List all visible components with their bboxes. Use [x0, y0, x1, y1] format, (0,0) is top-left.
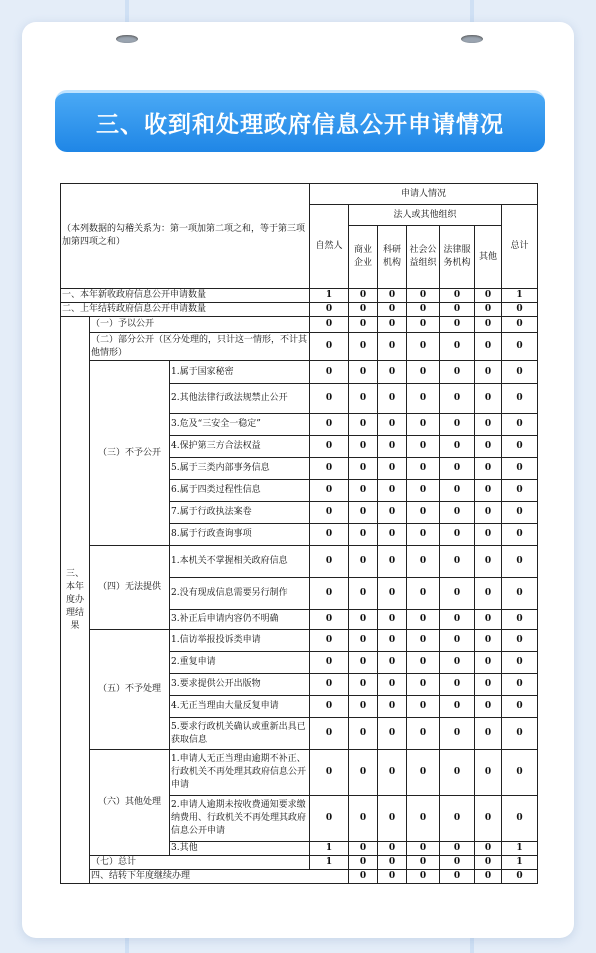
value-cell: 0 — [310, 750, 349, 796]
value-cell: 0 — [502, 303, 538, 317]
value-cell: 0 — [378, 458, 407, 480]
group-label: （六）其他处理 — [90, 750, 170, 856]
value-cell: 0 — [475, 524, 502, 546]
value-cell: 0 — [349, 289, 378, 303]
value-cell: 0 — [349, 458, 378, 480]
value-cell: 0 — [407, 303, 440, 317]
group-label: （三）不予公开 — [90, 361, 170, 546]
value-cell: 0 — [502, 414, 538, 436]
value-cell: 0 — [440, 458, 475, 480]
value-cell: 0 — [502, 630, 538, 652]
value-cell: 0 — [502, 578, 538, 610]
row-label: 1.申请人无正当理由逾期不补正、行政机关不再处理其政府信息公开申请 — [170, 750, 310, 796]
value-cell: 0 — [378, 436, 407, 458]
value-cell: 0 — [502, 524, 538, 546]
value-cell: 0 — [407, 652, 440, 674]
value-cell: 0 — [378, 842, 407, 856]
value-cell: 0 — [407, 718, 440, 750]
header-other: 其他 — [475, 226, 502, 289]
value-cell: 1 — [502, 289, 538, 303]
value-cell: 0 — [310, 384, 349, 414]
value-cell: 0 — [349, 414, 378, 436]
value-cell: 0 — [378, 333, 407, 361]
value-cell: 0 — [440, 317, 475, 333]
value-cell: 0 — [475, 630, 502, 652]
value-cell: 0 — [502, 696, 538, 718]
value-cell: 0 — [378, 750, 407, 796]
table-row — [61, 333, 538, 361]
value-cell: 0 — [475, 578, 502, 610]
value-cell: 0 — [407, 361, 440, 384]
row-label: 2.其他法律行政法规禁止公开 — [170, 384, 310, 414]
value-cell: 0 — [475, 303, 502, 317]
value-cell: 0 — [440, 578, 475, 610]
value-cell: 0 — [440, 652, 475, 674]
value-cell: 0 — [475, 750, 502, 796]
group-label: （五）不予处理 — [90, 630, 170, 750]
value-cell: 0 — [349, 630, 378, 652]
value-cell: 0 — [502, 436, 538, 458]
row-label: 2.重复申请 — [170, 652, 310, 674]
row-label: 4.无正当理由大量反复申请 — [170, 696, 310, 718]
table-row — [61, 630, 538, 652]
row-label: 7.属于行政执法案卷 — [170, 502, 310, 524]
value-cell: 0 — [349, 361, 378, 384]
value-cell: 0 — [310, 610, 349, 630]
value-cell: 0 — [349, 842, 378, 856]
value-cell: 0 — [349, 546, 378, 578]
value-cell: 0 — [378, 414, 407, 436]
value-cell: 0 — [440, 870, 475, 884]
header-natural-person: 自然人 — [310, 205, 349, 289]
value-cell: 0 — [502, 317, 538, 333]
value-cell: 0 — [502, 718, 538, 750]
row-label: 8.属于行政查询事项 — [170, 524, 310, 546]
value-cell: 0 — [378, 630, 407, 652]
table-row — [61, 361, 538, 384]
value-cell: 0 — [475, 610, 502, 630]
value-cell: 0 — [349, 317, 378, 333]
value-cell: 0 — [310, 652, 349, 674]
value-cell: 0 — [310, 317, 349, 333]
value-cell: 0 — [310, 436, 349, 458]
value-cell: 0 — [378, 578, 407, 610]
value-cell: 0 — [349, 333, 378, 361]
value-cell: 0 — [378, 524, 407, 546]
value-cell: 0 — [407, 458, 440, 480]
hanger-bottom-right — [470, 938, 474, 953]
value-cell: 0 — [349, 870, 378, 884]
value-cell: 0 — [407, 480, 440, 502]
row-label: 3.要求提供公开出版物 — [170, 674, 310, 696]
value-cell: 0 — [407, 317, 440, 333]
value-cell: 0 — [475, 414, 502, 436]
value-cell: 0 — [349, 696, 378, 718]
row-label: （一）予以公开 — [90, 317, 310, 333]
header-total: 总计 — [502, 205, 538, 289]
value-cell: 0 — [378, 384, 407, 414]
value-cell: 0 — [378, 303, 407, 317]
section-three-label: 三、本年度办理结果 — [61, 317, 90, 884]
value-cell: 0 — [475, 458, 502, 480]
value-cell: 0 — [378, 718, 407, 750]
table-row — [61, 289, 538, 303]
value-cell: 0 — [310, 458, 349, 480]
table-row — [61, 870, 538, 884]
value-cell: 1 — [310, 856, 349, 870]
value-cell: 0 — [440, 718, 475, 750]
value-cell: 0 — [349, 610, 378, 630]
row-label: 1.属于国家秘密 — [170, 361, 310, 384]
header-legal-entity: 法人或其他组织 — [349, 205, 502, 226]
value-cell: 0 — [475, 502, 502, 524]
value-cell: 0 — [310, 414, 349, 436]
row-label: 6.属于四类过程性信息 — [170, 480, 310, 502]
value-cell: 0 — [502, 652, 538, 674]
value-cell: 0 — [440, 856, 475, 870]
value-cell: 0 — [440, 384, 475, 414]
table-row — [61, 317, 538, 333]
value-cell: 0 — [502, 480, 538, 502]
row-label: 四、结转下年度继续办理 — [90, 870, 349, 884]
value-cell: 0 — [349, 718, 378, 750]
table-row — [61, 303, 538, 317]
value-cell: 0 — [310, 674, 349, 696]
value-cell: 0 — [407, 796, 440, 842]
value-cell: 0 — [349, 652, 378, 674]
value-cell: 0 — [349, 384, 378, 414]
value-cell: 0 — [502, 870, 538, 884]
value-cell: 0 — [440, 796, 475, 842]
value-cell: 0 — [440, 610, 475, 630]
value-cell: 0 — [378, 361, 407, 384]
value-cell: 0 — [310, 578, 349, 610]
value-cell: 0 — [475, 652, 502, 674]
row-label: 2.申请人逾期未按收费通知要求缴纳费用、行政机关不再处理其政府信息公开申请 — [170, 796, 310, 842]
value-cell: 0 — [475, 856, 502, 870]
value-cell: 0 — [378, 317, 407, 333]
value-cell: 0 — [378, 610, 407, 630]
value-cell: 0 — [349, 502, 378, 524]
value-cell: 0 — [440, 502, 475, 524]
header-research: 科研机构 — [378, 226, 407, 289]
value-cell: 0 — [502, 361, 538, 384]
value-cell: 0 — [407, 674, 440, 696]
value-cell: 0 — [440, 303, 475, 317]
value-cell: 0 — [440, 750, 475, 796]
value-cell: 0 — [440, 674, 475, 696]
value-cell: 0 — [378, 502, 407, 524]
header-public-welfare: 社会公益组织 — [407, 226, 440, 289]
value-cell: 0 — [440, 333, 475, 361]
header-applicant: 申请人情况 — [310, 184, 538, 205]
value-cell: 0 — [407, 546, 440, 578]
value-cell: 0 — [475, 696, 502, 718]
row-label: 1.信访举报投诉类申请 — [170, 630, 310, 652]
value-cell: 0 — [475, 674, 502, 696]
value-cell: 0 — [349, 436, 378, 458]
value-cell: 0 — [440, 842, 475, 856]
value-cell: 0 — [310, 546, 349, 578]
value-cell: 0 — [440, 289, 475, 303]
value-cell: 0 — [475, 436, 502, 458]
value-cell: 0 — [310, 696, 349, 718]
value-cell: 0 — [407, 610, 440, 630]
value-cell: 0 — [475, 870, 502, 884]
value-cell: 0 — [475, 361, 502, 384]
header-legal-service: 法律服务机构 — [440, 226, 475, 289]
row-label: 3.其他 — [170, 842, 310, 856]
statistics-table — [60, 183, 538, 884]
table-row — [61, 750, 538, 796]
value-cell: 0 — [475, 384, 502, 414]
value-cell: 0 — [349, 796, 378, 842]
value-cell: 0 — [475, 289, 502, 303]
value-cell: 0 — [310, 630, 349, 652]
value-cell: 0 — [310, 524, 349, 546]
pin-left-icon — [116, 35, 138, 43]
value-cell: 0 — [440, 696, 475, 718]
value-cell: 0 — [502, 458, 538, 480]
value-cell: 0 — [407, 856, 440, 870]
value-cell: 0 — [378, 870, 407, 884]
value-cell: 0 — [502, 750, 538, 796]
pin-right-icon — [461, 35, 483, 43]
group-label: （四）无法提供 — [90, 546, 170, 630]
value-cell: 1 — [502, 856, 538, 870]
value-cell: 0 — [407, 524, 440, 546]
row-label: （二）部分公开（区分处理的，只计这一情形，不计其他情形） — [90, 333, 310, 361]
value-cell: 0 — [502, 674, 538, 696]
value-cell: 0 — [310, 718, 349, 750]
value-cell: 0 — [378, 856, 407, 870]
value-cell: 0 — [475, 796, 502, 842]
header-note: （本列数据的勾稽关系为：第一项加第二项之和，等于第三项加第四项之和） — [61, 184, 310, 289]
row-label: 1.本机关不掌握相关政府信息 — [170, 546, 310, 578]
value-cell: 0 — [475, 317, 502, 333]
value-cell: 0 — [378, 652, 407, 674]
hanger-bottom-left — [125, 938, 129, 953]
value-cell: 0 — [475, 480, 502, 502]
value-cell: 0 — [310, 796, 349, 842]
row-label: 一、本年新收政府信息公开申请数量 — [61, 289, 310, 303]
value-cell: 0 — [475, 546, 502, 578]
row-label: 2.没有现成信息需要另行制作 — [170, 578, 310, 610]
value-cell: 0 — [407, 436, 440, 458]
value-cell: 0 — [502, 796, 538, 842]
value-cell: 0 — [310, 333, 349, 361]
value-cell: 0 — [407, 502, 440, 524]
value-cell: 1 — [310, 842, 349, 856]
row-label: 二、上年结转政府信息公开申请数量 — [61, 303, 310, 317]
value-cell: 0 — [502, 502, 538, 524]
value-cell: 0 — [349, 303, 378, 317]
value-cell: 0 — [407, 578, 440, 610]
value-cell: 0 — [407, 414, 440, 436]
value-cell: 0 — [378, 480, 407, 502]
value-cell: 0 — [440, 524, 475, 546]
row-label: 3.危及“三安全一稳定” — [170, 414, 310, 436]
value-cell: 0 — [475, 842, 502, 856]
row-label: 4.保护第三方合法权益 — [170, 436, 310, 458]
value-cell: 0 — [440, 480, 475, 502]
value-cell: 0 — [378, 289, 407, 303]
value-cell: 1 — [502, 842, 538, 856]
row-label: 3.补正后申请内容仍不明确 — [170, 610, 310, 630]
value-cell: 0 — [475, 333, 502, 361]
value-cell: 0 — [407, 750, 440, 796]
value-cell: 0 — [349, 524, 378, 546]
value-cell: 0 — [502, 546, 538, 578]
value-cell: 0 — [502, 333, 538, 361]
value-cell: 0 — [349, 750, 378, 796]
value-cell: 0 — [310, 361, 349, 384]
value-cell: 0 — [310, 502, 349, 524]
page-title: 三、收到和处理政府信息公开申请情况 — [55, 90, 545, 152]
value-cell: 1 — [310, 289, 349, 303]
header-commercial: 商业企业 — [349, 226, 378, 289]
row-label: 5.属于三类内部事务信息 — [170, 458, 310, 480]
value-cell: 0 — [440, 630, 475, 652]
value-cell: 0 — [475, 718, 502, 750]
value-cell: 0 — [407, 333, 440, 361]
value-cell: 0 — [440, 436, 475, 458]
value-cell: 0 — [349, 856, 378, 870]
value-cell: 0 — [378, 696, 407, 718]
value-cell: 0 — [440, 546, 475, 578]
value-cell: 0 — [378, 546, 407, 578]
value-cell: 0 — [407, 289, 440, 303]
value-cell: 0 — [349, 674, 378, 696]
value-cell: 0 — [407, 630, 440, 652]
value-cell: 0 — [349, 480, 378, 502]
value-cell: 0 — [310, 480, 349, 502]
value-cell: 0 — [349, 578, 378, 610]
table-row — [61, 546, 538, 578]
value-cell: 0 — [378, 796, 407, 842]
row-label: （七）总计 — [90, 856, 310, 870]
value-cell: 0 — [407, 696, 440, 718]
value-cell: 0 — [407, 384, 440, 414]
value-cell: 0 — [502, 384, 538, 414]
value-cell: 0 — [378, 674, 407, 696]
value-cell: 0 — [502, 610, 538, 630]
value-cell: 0 — [440, 414, 475, 436]
value-cell: 0 — [440, 361, 475, 384]
table-row — [61, 856, 538, 870]
row-label: 5.要求行政机关确认或重新出具已获取信息 — [170, 718, 310, 750]
value-cell: 0 — [407, 842, 440, 856]
value-cell: 0 — [407, 870, 440, 884]
value-cell: 0 — [310, 303, 349, 317]
